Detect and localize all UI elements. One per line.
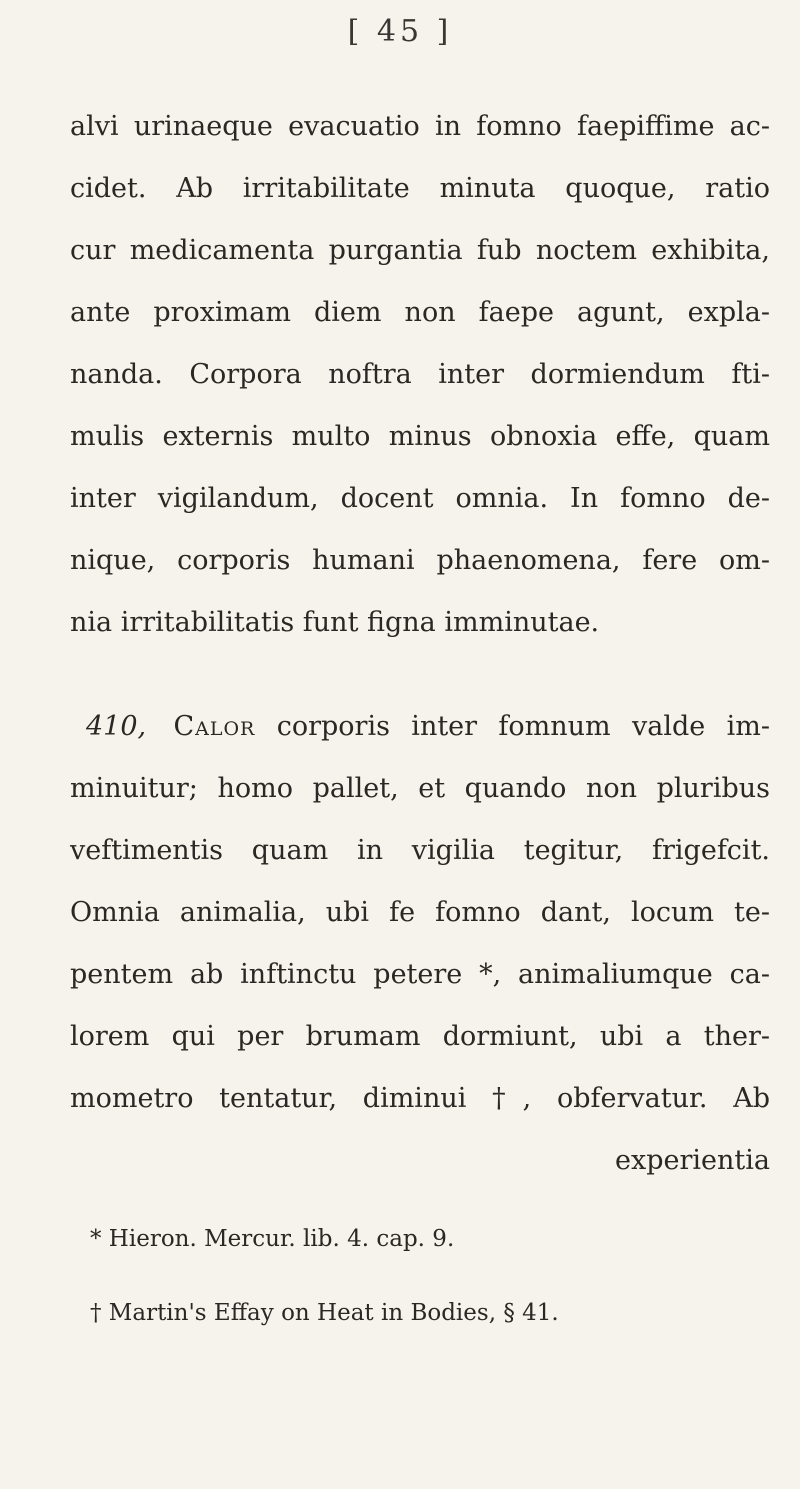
section-first-line-text: corporis inter fomnum valde im- — [276, 711, 770, 742]
text-line: nia irritabilitatis funt figna imminutae. — [70, 607, 600, 638]
text-line: ante proximam diem non faepe agunt, expla- — [70, 297, 770, 328]
text-line: inter vigilandum, docent omnia. In fomno de- — [70, 483, 770, 514]
text-line: lorem qui per brumam dormiunt, ubi a ther- — [70, 1021, 770, 1052]
section-first-line — [70, 710, 770, 744]
page-number: [ 45 ] — [347, 14, 453, 49]
text-line: nanda. Corpora noftra inter dormiendum fti- — [70, 359, 770, 390]
catchword: experientia — [615, 1145, 770, 1176]
section-heading: Calor — [173, 711, 256, 742]
footnote: * Hieron. Mercur. lib. 4. cap. 9. — [90, 1226, 455, 1252]
text-line: mulis externis multo minus obnoxia effe, quam — [70, 421, 770, 452]
text-line: nique, corporis humani phaenomena, fere om- — [70, 545, 770, 576]
section-number: 410, — [86, 711, 147, 742]
text-line: cur medicamenta purgantia fub noctem exhibita, — [70, 235, 770, 266]
footnote: † Martin's Effay on Heat in Bodies, § 41. — [90, 1300, 559, 1326]
text-line: minuitur; homo pallet, et quando non pluribus — [70, 773, 770, 804]
text-line: mometro tentatur, diminui †, obfervatur. Ab — [70, 1083, 770, 1114]
text-line: Omnia animalia, ubi fe fomno dant, locum te- — [70, 897, 770, 928]
text-line: veftimentis quam in vigilia tegitur, frigefcit. — [70, 835, 770, 866]
text-line: alvi urinaeque evacuatio in fomno faepiffime ac- — [70, 111, 770, 142]
text-line: pentem ab inftinctu petere *, animaliumque ca- — [70, 959, 770, 990]
text-line: cidet. Ab irritabilitate minuta quoque, ratio — [70, 173, 770, 204]
